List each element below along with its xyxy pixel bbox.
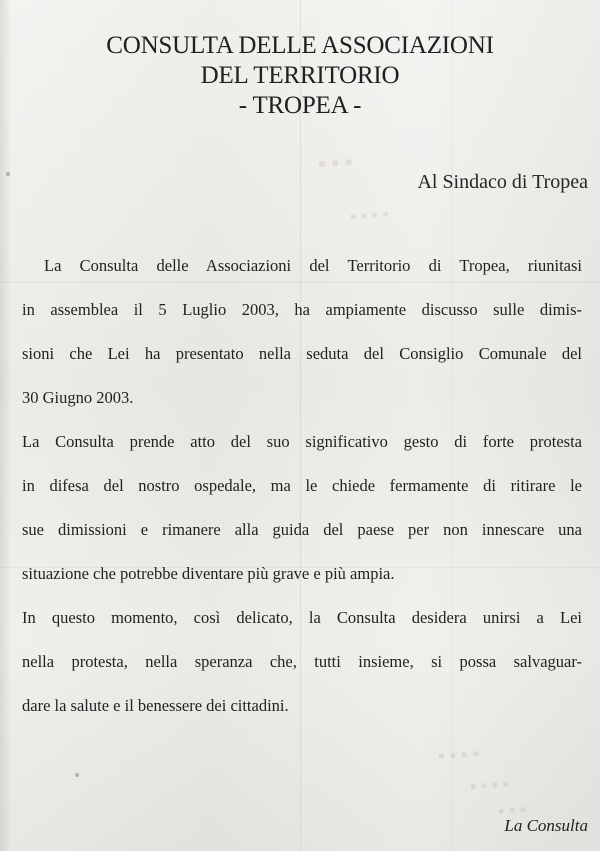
paragraph-2-line-2: in difesa del nostro ospedale, ma le chiede fermamente di ritirare le — [22, 476, 582, 495]
heading-line-1: CONSULTA DELLE ASSOCIAZIONI — [106, 32, 494, 59]
heading-line-2: DEL TERRITORIO — [200, 62, 400, 89]
bleed-through-text-mark: ▪ ▪ ▪ ▪ — [469, 773, 510, 797]
paragraph-1-line-1: La Consulta delle Associazioni del Territorio di Tropea, riunitasi — [44, 256, 582, 275]
left-edge-shadow — [0, 0, 12, 851]
paragraph-3-line-1: In questo momento, così delicato, la Consulta desidera unirsi a Lei — [22, 608, 582, 627]
paragraph-3-line-2: nella protesta, nella speranza che, tutti insieme, si possa salvaguar- — [22, 652, 582, 671]
paragraph-1-line-4: 30 Giugno 2003. — [22, 388, 134, 407]
bleed-through-text-mark: ▪ ▪ ▪ ▪ — [437, 743, 480, 768]
paragraph-1-line-3: sioni che Lei ha presentato nella seduta del Consiglio Comunale del — [22, 344, 582, 363]
letter-body — [22, 254, 582, 738]
paper-spot — [75, 773, 79, 777]
paragraph-2-line-1: La Consulta prende atto del suo significativo gesto di forte protesta — [22, 432, 582, 451]
paragraph-2-line-4: situazione che potrebbe diventare più grave e più ampia. — [22, 564, 395, 583]
paragraph-2-line-3: sue dimissioni e rimanere alla guida del paese per non innescare una — [22, 520, 582, 539]
paragraph-3-line-3: dare la salute e il benessere dei cittadini. — [22, 696, 289, 715]
signature: La Consulta — [504, 816, 588, 835]
paper-spot — [6, 172, 10, 176]
bleed-through-text-mark: ▪ ▪ ▪ ▪ — [349, 203, 390, 227]
bleed-through-text-mark: ▪ ▪ ▪ — [317, 148, 354, 177]
bleed-through-text-mark: ▪ ▪ ▪ — [497, 799, 527, 821]
heading-line-3: - TROPEA - — [238, 92, 362, 119]
document-heading — [0, 31, 600, 121]
paragraph-1-line-2: in assemblea il 5 Luglio 2003, ha ampiamente discusso sulle dimis- — [22, 300, 582, 319]
recipient-line: Al Sindaco di Tropea — [417, 171, 588, 193]
